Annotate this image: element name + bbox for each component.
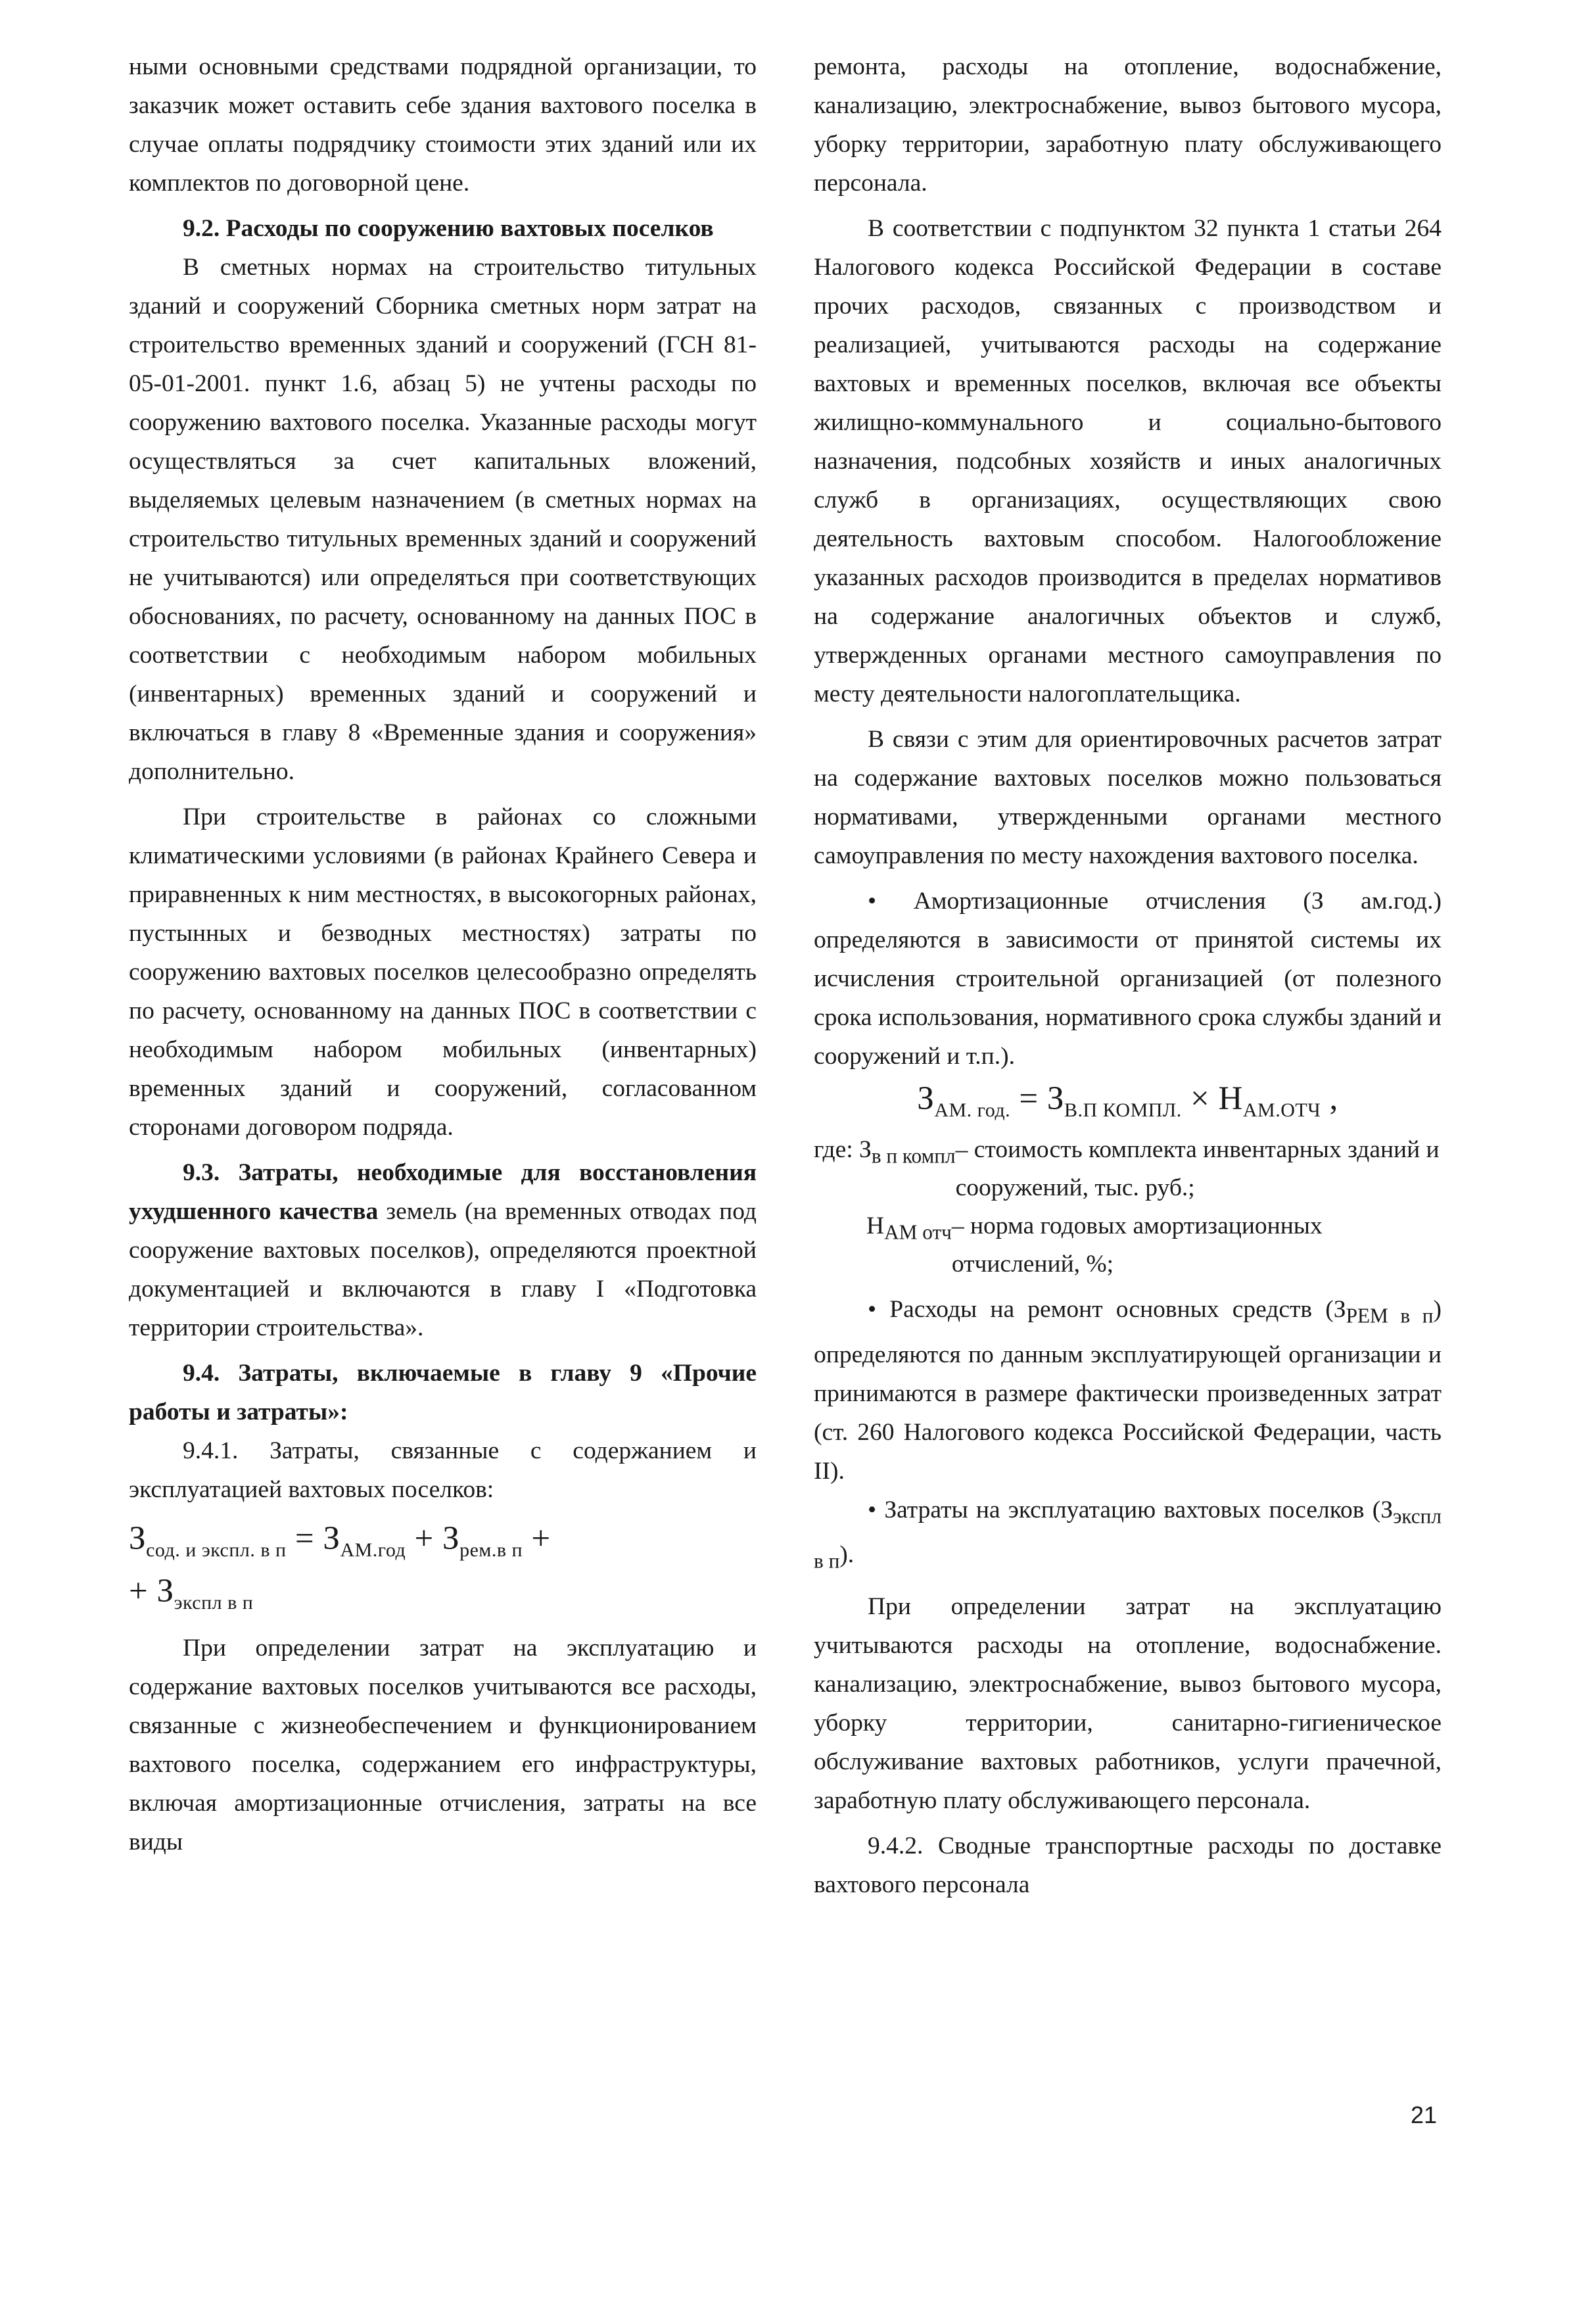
paragraph: В соответствии с подпунктом 32 пункта 1 статьи 264 Налогового кодекса Российской Федерации в составе прочих расходов, связанных с производством и реализацией, учитываются расходы на содержание вахтовых и временных поселков, включая все объекты жилищно-коммунального и социально-бытового назначения, подсобных хозяйств и иных аналогичных служб в организациях, осуществляющих свою деятельность вахтовым способом. Налогообложение указанных расходов производится в пределах нормативов на содержание аналогичных объектов и служб, утвержденных органами местного самоуправления по месту деятельности налогоплательщика. [814,215,1442,707]
paragraph: В сметных нормах на строительство титульных зданий и сооружений Сборника сметных норм затрат на строительство временных зданий и сооружений (ГСН 81-05-01-2001. пункт 1.6, абзац 5) не учтены расходы по сооружению вахтового поселка. Указанные расходы могут осуществляться за счет капитальных вложений, выделяемых целевым назначением (в сметных нормах на строительство титульных временных зданий и сооружений не учитываются) или определяться при соответствующих обоснованиях, по расчету, основанному на данных ПОС в соответствии с необходимым набором мобильных (инвентарных) временных зданий и сооружений и включаться в главу 8 «Временные здания и сооружения» дополнительно. [129,254,757,785]
bullet-item: • Амортизационные отчисления (З ам.год.) определяются в зависимости от принятой системы их исчисления строительной организацией (от полезного срока использования, нормативного срока службы зданий и сооружений и т.п.). [814,882,1442,1076]
left-column [129,47,757,1861]
paragraph: При определении затрат на эксплуатацию и содержание вахтовых поселков учитываются все расходы, связанные с жизнеобеспечением и функционированием вахтового поселка, содержанием его инфраструктуры, включая амортизационные отчисления, затраты на все виды [129,1635,757,1856]
formula-upkeep-costs [129,1518,757,1623]
paragraph-text: земель (на временных отводах под сооружение вахтовых поселков), определяются проектной документацией и включаются в главу I «Подготовка территории строительства». [129,1198,757,1341]
paragraph: При строительстве в районах со сложными климатическими условиями (в районах Крайнего Севера и приравненных к ним местностях, в высокогорных районах, пустынных и безводных местностях) затраты по сооружению вахтовых поселков целесообразно определять по расчету, основанному на данных ПОС в соответствии с необходимым набором мобильных (инвентарных) временных зданий и сооружений, согласованном сторонами договором подряда. [129,803,757,1141]
bullet-item: • Затраты на эксплуатацию вахтовых поселков $(З_{экспл в п})$. [814,1491,1442,1581]
section-heading-9-3: 9.3. Затраты, необходимые для восстановления ухудшенного качества [129,1159,757,1225]
paragraph: В связи с этим для ориентировочных расчетов затрат на содержание вахтовых поселков можно пользоваться нормативами, утвержденными органами местного самоуправления по месту нахождения вахтового поселка. [814,726,1442,869]
formula-amortization: $З_{АМ. год.} = З_{В.П КОМПЛ.} \times Н_{АМ.ОТЧ}$ , [917,1080,1338,1122]
paragraph: ремонта, расходы на отопление, водоснабжение, канализацию, электроснабжение, вывоз бытового мусора, уборку территории, заработную плату обслуживающего персонала. [814,53,1442,197]
legend-row: $Н_{АМ отч}$ – норма годовых амортизационных отчислений, %; [866,1212,1323,1278]
paragraph: При определении затрат на эксплуатацию учитываются расходы на отопление, водоснабжение. канализацию, электроснабжение, вывоз бытового мусора, уборку территории, санитарно-гигиеническое обслуживание вахтовых работников, услуги прачечной, заработную плату обслуживающего персонала. [814,1592,1442,1814]
section-heading-9-4: 9.4. Затраты, включаемые в главу 9 «Прочие работы и затраты»: [129,1360,757,1425]
paragraph-section-9-3 [129,1153,757,1347]
paragraph: ными основными средствами подрядной организации, то заказчик может оставить себе здания вахтового поселка в случае оплаты подрядчику стоимости этих зданий или их комплектов по договорной цене. [129,53,757,197]
paragraph: 9.4.1. Затраты, связанные с содержанием и эксплуатацией вахтовых поселков: [129,1437,757,1503]
page-number: 21 [1411,2101,1438,2128]
paragraph: 9.4.2. Сводные транспортные расходы по доставке вахтового персонала [814,1832,1442,1898]
legend-row: где: $З_{в п компл}$ – стоимость комплекта инвентарных зданий и сооружений, тыс. руб.; [814,1136,1440,1202]
bullet-item: • Расходы на ремонт основных средств $(З_{РЕМ в п})$ определяются по данным эксплуатирующей организации и принимаются в размере фактически произведенных затрат (ст. 260 Налогового кодекса Российской Федерации, часть II). [814,1290,1442,1491]
formula-line-2: + $З_{экспл в п}$ [129,1573,254,1614]
right-column [814,47,1442,1904]
formula-legend [814,1131,1442,1283]
formula-line-1: $З_{сод. и экспл. в п} = З_{АМ.год} + З_{рем.в п}$ + [129,1520,551,1562]
section-heading-9-2: 9.2. Расходы по сооружению вахтовых поселков [183,215,714,242]
